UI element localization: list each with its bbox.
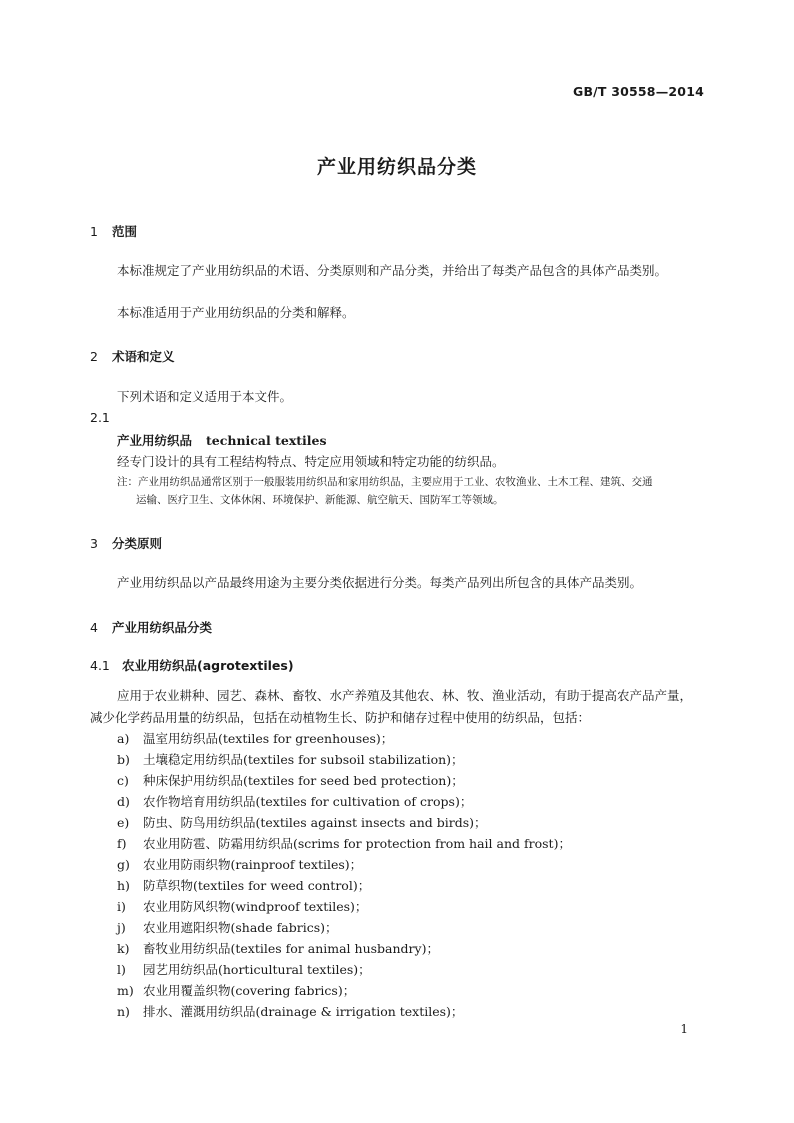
standard-code: GB/T 30558—2014 — [572, 84, 704, 99]
document-title: 产业用纺织品分类 — [316, 156, 477, 178]
section-4-1-paragraph-line-2: 减少化学药品用量的纺织品，包括在动植物生长、防护和储存过程中使用的纺织品，包括： — [90, 710, 591, 725]
section-4-1-paragraph-line-1: 应用于农业耕种、园艺、森林、畜牧、水产养殖及其他农、林、牧、渔业活动，有助于提高农产品产量， — [117, 688, 693, 703]
section-2-heading — [90, 347, 175, 365]
section-1-paragraph-1: 本标准规定了产业用纺织品的术语、分类原则和产品分类，并给出了每类产品包含的具体产品类别。 — [117, 263, 668, 278]
section-number: 4 — [90, 620, 98, 635]
page-number: 1 — [680, 1022, 688, 1036]
section-title: 分类原则 — [112, 536, 163, 551]
term-english: technical textiles — [206, 433, 327, 448]
list-item: n) 排水、灌溉用纺织品(drainage & irrigation textiles)； — [117, 1004, 464, 1019]
section-4-heading — [90, 618, 212, 636]
list-item: d) 农作物培育用纺织品(textiles for cultivation of crops)； — [117, 794, 473, 809]
list-item: i) 农业用防风织物(windproof textiles)； — [117, 899, 368, 914]
section-1-heading — [90, 222, 137, 240]
list-item: a) 温室用纺织品(textiles for greenhouses)； — [117, 731, 394, 746]
list-item: k) 畜牧业用纺织品(textiles for animal husbandry)； — [117, 941, 439, 956]
list-item: j) 农业用遮阳织物(shade fabrics)； — [117, 920, 338, 935]
list-item: g) 农业用防雨织物(rainproof textiles)； — [117, 857, 363, 872]
section-number: 2 — [90, 349, 98, 364]
list-item: m) 农业用覆盖织物(covering fabrics)； — [117, 983, 356, 998]
subsection-title: 农业用纺织品(agrotextiles) — [122, 658, 294, 673]
subsection-number: 4.1 — [90, 658, 110, 673]
list-item: e) 防虫、防鸟用纺织品(textiles against insects and birds)； — [117, 815, 487, 830]
list-item: c) 种床保护用纺织品(textiles for seed bed protection)； — [117, 773, 464, 788]
note-line-1: 注：产业用纺织品通常区别于一般服装用纺织品和家用纺织品，主要应用于工业、农牧渔业、土木工程、建筑、交通 — [117, 476, 653, 488]
section-3-paragraph: 产业用纺织品以产品最终用途为主要分类依据进行分类。每类产品列出所包含的具体产品类别。 — [117, 575, 643, 590]
term-chinese: 产业用纺织品 — [117, 433, 193, 448]
term-definition: 经专门设计的具有工程结构特点、特定应用领域和特定功能的纺织品。 — [117, 454, 505, 469]
list-item: l) 园艺用纺织品(horticultural textiles)； — [117, 962, 371, 977]
note-line-2: 运输、医疗卫生、文体休闲、环境保护、新能源、航空航天、国防军工等领域。 — [136, 494, 504, 506]
subsection-4-1-heading — [90, 656, 294, 674]
section-title: 产业用纺织品分类 — [112, 620, 213, 635]
section-3-heading — [90, 534, 162, 552]
list-item: b) 土壤稳定用纺织品(textiles for subsoil stabilization)； — [117, 752, 464, 767]
term-entry — [117, 431, 327, 449]
list-item: f) 农业用防雹、防霜用纺织品(scrims for protection from hail and frost)； — [117, 836, 571, 851]
section-title: 范围 — [112, 224, 138, 239]
section-2-intro: 下列术语和定义适用于本文件。 — [117, 389, 293, 404]
subsection-2-1-number: 2.1 — [90, 410, 110, 425]
section-number: 1 — [90, 224, 98, 239]
section-1-paragraph-2: 本标准适用于产业用纺织品的分类和解释。 — [117, 305, 355, 320]
section-number: 3 — [90, 536, 98, 551]
list-item: h) 防草织物(textiles for weed control)； — [117, 878, 371, 893]
section-title: 术语和定义 — [112, 349, 175, 364]
